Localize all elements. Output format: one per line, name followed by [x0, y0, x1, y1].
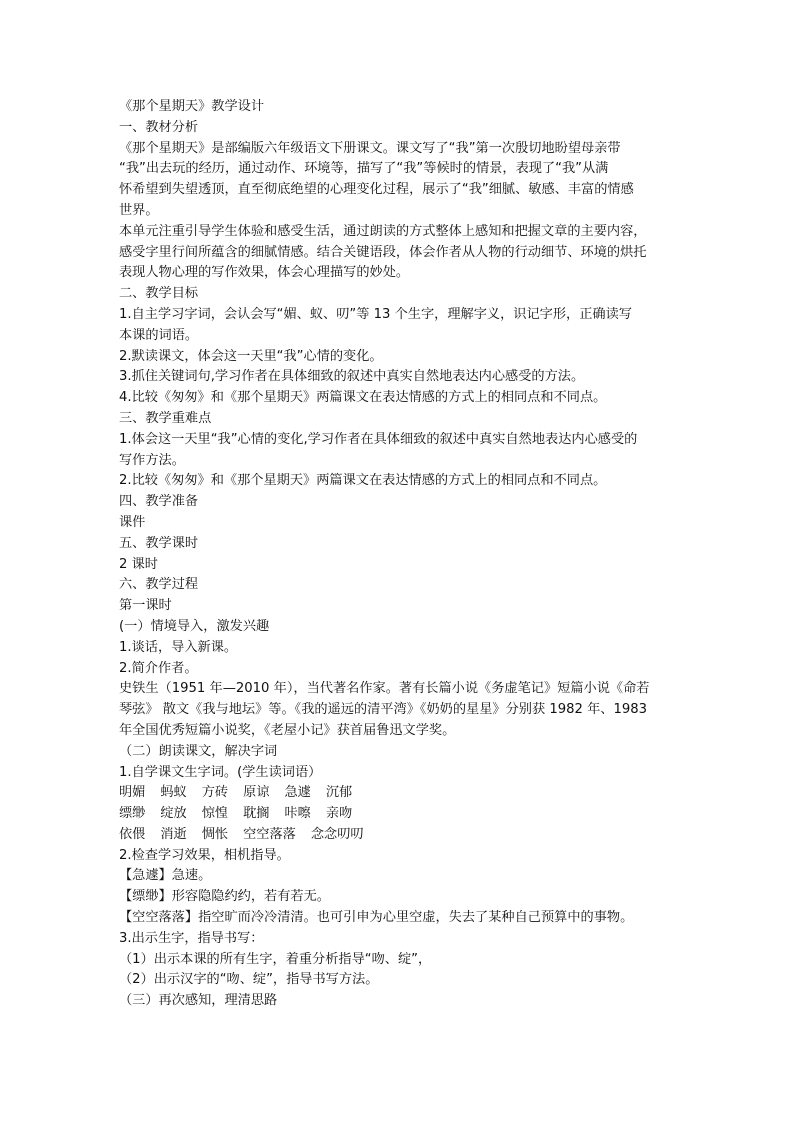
part-2-substep-2: （2）出示汉字的“吻、绽”，指导书写方法。 [119, 972, 379, 988]
class-hours-text: 2 课时 [119, 556, 158, 572]
part-3-heading: （三）再次感知，理清思路 [119, 993, 278, 1009]
vocab-word: 咔嚓 [284, 806, 311, 822]
part-2-substep-1: （1）出示本课的所有生字，着重分析指导“吻、绽”， [119, 951, 432, 967]
paragraph-line: 本课的词语。 [119, 327, 199, 343]
goal-item-1 [119, 305, 679, 347]
paragraph-line: 世界。 [119, 202, 159, 218]
key-point-item-1 [119, 430, 679, 472]
lesson-1-heading: 第一课时 [119, 598, 172, 614]
vocab-word: 空空落落 [243, 826, 296, 842]
vocab-word: 方砖 [201, 785, 229, 801]
part-2-step-1: 1.自学课文生字词。(学生读词语） [119, 764, 322, 780]
paragraph-line: 史铁生（1951 年—2010 年），当代著名作家。著有长篇小说《务虚笔记》短篇小说《命若 [119, 681, 650, 697]
material-analysis-paragraph-2 [119, 222, 679, 284]
vocab-word: 蚂蚁 [160, 785, 187, 801]
paragraph-line: 表现人物心理的写作效果，体会心理描写的妙处。 [119, 265, 410, 281]
document-title: 《那个星期天》教学设计 [119, 99, 265, 114]
vocab-word: 急遽 [284, 785, 311, 801]
paragraph-line: 年全国优秀短篇小说奖，《老屋小记》获首届鲁迅文学奖。 [119, 722, 456, 738]
vocab-word: 念念叨叨 [310, 826, 364, 842]
paragraph-line: “我”出去玩的经历，通过动作、环境等，描写了“我”等候时的情景，表现了“我”从满 [119, 161, 609, 177]
vocab-word: 惊惶 [201, 806, 229, 822]
vocab-word: 依偎 [119, 826, 146, 842]
document-page [119, 97, 679, 1012]
author-bio-paragraph [119, 679, 679, 741]
preparation-text: 课件 [119, 514, 146, 530]
goal-item-3: 3.抓住关键词句,学习作者在具体细致的叙述中真实自然地表达内心感受的方法。 [119, 369, 585, 385]
material-analysis-paragraph-1 [119, 139, 679, 222]
part-1-step-2: 2.简介作者。 [119, 660, 198, 676]
paragraph-line: 《那个星期天》是部编版六年级语文下册课文。课文写了“我”第一次殷切地盼望母亲带 [119, 140, 621, 156]
part-1-step-1: 1.谈话，导入新课。 [119, 639, 238, 655]
paragraph-line: 本单元注重引导学生体验和感受生活，通过朗读的方式整体上感知和把握文章的主要内容， [119, 223, 647, 239]
vocab-word: 惆怅 [201, 826, 229, 842]
part-2-step-3: 3.出示生字，指导书写： [119, 930, 264, 946]
paragraph-line: 写作方法。 [119, 452, 185, 468]
word-row-3 [119, 825, 679, 846]
part-2-step-2: 2.检查学习效果，相机指导。 [119, 847, 290, 863]
paragraph-line: 感受字里行间所蕴含的细腻情感。结合关键语段，体会作者从人物的行动细节、环境的烘托 [119, 244, 647, 260]
paragraph-line: 1.体会这一天里“我”心情的变化,学习作者在具体细致的叙述中真实自然地表达内心感受的 [119, 431, 638, 447]
section-heading-teaching-process: 六、教学过程 [119, 577, 199, 593]
definition-item: 【缥缈】形容隐隐约约，若有若无。 [119, 889, 330, 905]
vocab-word: 缥缈 [119, 806, 146, 822]
part-2-heading: （二）朗读课文，解决字词 [119, 743, 278, 759]
definition-item: 【空空落落】指空旷而冷冷清清。也可引申为心里空虚，失去了某种自己预算中的事物。 [119, 910, 634, 926]
word-row-1 [119, 783, 679, 804]
vocab-word: 消逝 [160, 826, 187, 842]
paragraph-line: 怀希望到失望透顶，直至彻底绝望的心理变化过程，展示了“我”细腻、敏感、丰富的情感 [119, 182, 634, 198]
part-1-heading: (一）情境导入，激发兴趣 [119, 618, 270, 634]
key-point-item-2: 2.比较《匆匆》和《那个星期天》两篇课文在表达情感的方式上的相同点和不同点。 [119, 473, 607, 489]
vocab-word: 亲吻 [325, 806, 353, 822]
vocab-word: 耽搁 [243, 806, 270, 822]
section-heading-preparation: 四、教学准备 [119, 494, 199, 510]
paragraph-line: 琴弦》 散文《我与地坛》等。《我的遥远的清平湾》《奶奶的星星》分别获 1982 年、1983 [119, 702, 648, 718]
section-heading-teaching-goals: 二、教学目标 [119, 286, 199, 302]
vocab-word: 明媚 [119, 785, 146, 801]
vocab-word: 绽放 [160, 806, 187, 822]
goal-item-2: 2.默读课文，体会这一天里“我”心情的变化。 [119, 348, 383, 364]
definition-item: 【急遽】急速。 [119, 868, 212, 884]
section-heading-material-analysis: 一、教材分析 [119, 119, 199, 135]
word-row-2 [119, 804, 679, 825]
goal-item-4: 4.比较《匆匆》和《那个星期天》两篇课文在表达情感的方式上的相同点和不同点。 [119, 390, 607, 406]
paragraph-line: 1.自主学习字词，会认会写“媚、蚁、叨”等 13 个生字，理解字义，识记字形，正确读写 [119, 306, 632, 322]
section-heading-class-hours: 五、教学课时 [119, 535, 199, 551]
vocab-word: 沉郁 [325, 785, 353, 801]
section-heading-key-points: 三、教学重难点 [119, 410, 212, 426]
vocab-word: 原谅 [243, 785, 270, 801]
